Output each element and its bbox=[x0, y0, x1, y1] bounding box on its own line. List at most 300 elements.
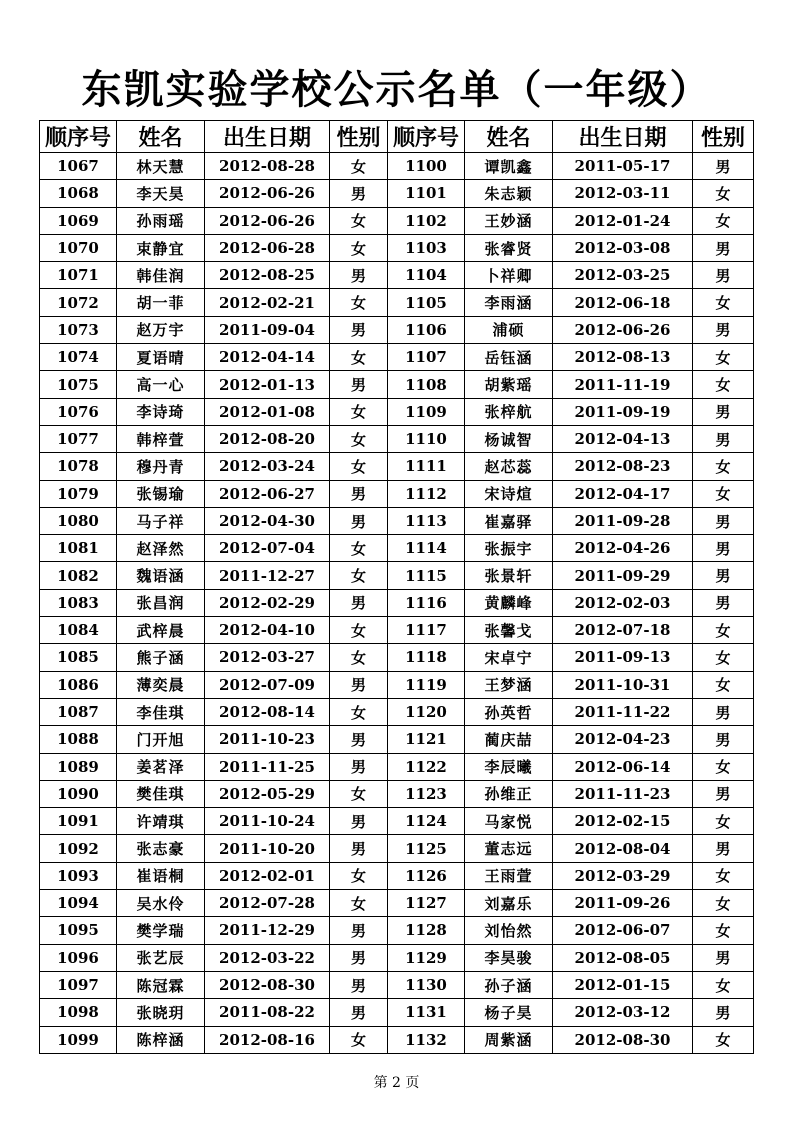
name-cell: 束静宜 bbox=[117, 234, 205, 261]
seq-cell: 1100 bbox=[388, 153, 465, 180]
name-cell: 李佳琪 bbox=[117, 698, 205, 725]
name-cell: 张昌润 bbox=[117, 589, 205, 616]
birthdate-cell: 2012-04-14 bbox=[205, 344, 330, 371]
gender-cell: 女 bbox=[693, 207, 754, 234]
name-cell: 胡一菲 bbox=[117, 289, 205, 316]
name-cell: 宋诗煊 bbox=[465, 480, 553, 507]
seq-cell: 1085 bbox=[40, 644, 117, 671]
birthdate-cell: 2012-05-29 bbox=[205, 780, 330, 807]
birthdate-cell: 2012-08-28 bbox=[205, 153, 330, 180]
name-cell: 朱志颖 bbox=[465, 180, 553, 207]
seq-cell: 1123 bbox=[388, 780, 465, 807]
gender-cell: 男 bbox=[693, 425, 754, 452]
table-row bbox=[40, 890, 754, 917]
seq-cell: 1082 bbox=[40, 562, 117, 589]
seq-cell: 1096 bbox=[40, 944, 117, 971]
name-cell: 武梓晨 bbox=[117, 617, 205, 644]
birthdate-cell: 2012-06-28 bbox=[205, 234, 330, 261]
name-cell: 谭凯鑫 bbox=[465, 153, 553, 180]
birthdate-cell: 2011-11-23 bbox=[553, 780, 693, 807]
gender-cell: 女 bbox=[330, 862, 388, 889]
birthdate-cell: 2012-04-23 bbox=[553, 726, 693, 753]
gender-cell: 女 bbox=[330, 398, 388, 425]
seq-cell: 1081 bbox=[40, 535, 117, 562]
header-name: 姓名 bbox=[465, 121, 553, 153]
seq-cell: 1075 bbox=[40, 371, 117, 398]
name-cell: 陈冠霖 bbox=[117, 971, 205, 998]
birthdate-cell: 2012-06-26 bbox=[205, 180, 330, 207]
name-cell: 孙雨瑶 bbox=[117, 207, 205, 234]
roster-body bbox=[40, 153, 754, 1054]
name-cell: 魏语涵 bbox=[117, 562, 205, 589]
birthdate-cell: 2012-01-15 bbox=[553, 971, 693, 998]
gender-cell: 男 bbox=[693, 944, 754, 971]
gender-cell: 女 bbox=[330, 289, 388, 316]
name-cell: 黄麟峰 bbox=[465, 589, 553, 616]
name-cell: 马家悦 bbox=[465, 808, 553, 835]
birthdate-cell: 2011-12-27 bbox=[205, 562, 330, 589]
gender-cell: 女 bbox=[330, 453, 388, 480]
birthdate-cell: 2012-06-18 bbox=[553, 289, 693, 316]
gender-cell: 女 bbox=[693, 644, 754, 671]
gender-cell: 女 bbox=[693, 808, 754, 835]
birthdate-cell: 2012-03-29 bbox=[553, 862, 693, 889]
table-row bbox=[40, 644, 754, 671]
table-row bbox=[40, 262, 754, 289]
seq-cell: 1070 bbox=[40, 234, 117, 261]
birthdate-cell: 2012-08-25 bbox=[205, 262, 330, 289]
birthdate-cell: 2012-08-30 bbox=[205, 971, 330, 998]
table-row bbox=[40, 180, 754, 207]
name-cell: 张志豪 bbox=[117, 835, 205, 862]
birthdate-cell: 2012-04-30 bbox=[205, 507, 330, 534]
seq-cell: 1111 bbox=[388, 453, 465, 480]
seq-cell: 1079 bbox=[40, 480, 117, 507]
birthdate-cell: 2012-04-26 bbox=[553, 535, 693, 562]
birthdate-cell: 2012-08-23 bbox=[553, 453, 693, 480]
birthdate-cell: 2012-08-04 bbox=[553, 835, 693, 862]
name-cell: 杨诚智 bbox=[465, 425, 553, 452]
name-cell: 王雨萱 bbox=[465, 862, 553, 889]
table-row bbox=[40, 753, 754, 780]
name-cell: 周紫涵 bbox=[465, 1026, 553, 1053]
birthdate-cell: 2012-02-03 bbox=[553, 589, 693, 616]
birthdate-cell: 2012-08-30 bbox=[553, 1026, 693, 1053]
seq-cell: 1098 bbox=[40, 999, 117, 1026]
table-row bbox=[40, 207, 754, 234]
birthdate-cell: 2011-10-31 bbox=[553, 671, 693, 698]
seq-cell: 1093 bbox=[40, 862, 117, 889]
seq-cell: 1073 bbox=[40, 316, 117, 343]
header-name: 姓名 bbox=[117, 121, 205, 153]
table-row bbox=[40, 944, 754, 971]
seq-cell: 1110 bbox=[388, 425, 465, 452]
birthdate-cell: 2012-03-27 bbox=[205, 644, 330, 671]
name-cell: 韩梓萱 bbox=[117, 425, 205, 452]
header-birthdate: 出生日期 bbox=[553, 121, 693, 153]
table-row bbox=[40, 971, 754, 998]
seq-cell: 1068 bbox=[40, 180, 117, 207]
name-cell: 许靖琪 bbox=[117, 808, 205, 835]
birthdate-cell: 2012-03-25 bbox=[553, 262, 693, 289]
table-row bbox=[40, 507, 754, 534]
table-row bbox=[40, 289, 754, 316]
table-row bbox=[40, 316, 754, 343]
birthdate-cell: 2012-02-01 bbox=[205, 862, 330, 889]
seq-cell: 1122 bbox=[388, 753, 465, 780]
gender-cell: 女 bbox=[330, 1026, 388, 1053]
birthdate-cell: 2012-03-08 bbox=[553, 234, 693, 261]
table-row bbox=[40, 808, 754, 835]
name-cell: 陈梓涵 bbox=[117, 1026, 205, 1053]
gender-cell: 女 bbox=[693, 753, 754, 780]
birthdate-cell: 2012-07-28 bbox=[205, 890, 330, 917]
table-row bbox=[40, 726, 754, 753]
gender-cell: 男 bbox=[330, 262, 388, 289]
seq-cell: 1078 bbox=[40, 453, 117, 480]
birthdate-cell: 2011-09-28 bbox=[553, 507, 693, 534]
seq-cell: 1080 bbox=[40, 507, 117, 534]
table-row bbox=[40, 862, 754, 889]
gender-cell: 女 bbox=[693, 671, 754, 698]
seq-cell: 1127 bbox=[388, 890, 465, 917]
name-cell: 胡紫瑶 bbox=[465, 371, 553, 398]
seq-cell: 1102 bbox=[388, 207, 465, 234]
seq-cell: 1117 bbox=[388, 617, 465, 644]
birthdate-cell: 2012-02-21 bbox=[205, 289, 330, 316]
table-row bbox=[40, 153, 754, 180]
name-cell: 赵万宇 bbox=[117, 316, 205, 343]
seq-cell: 1088 bbox=[40, 726, 117, 753]
seq-cell: 1116 bbox=[388, 589, 465, 616]
name-cell: 崔嘉驿 bbox=[465, 507, 553, 534]
gender-cell: 女 bbox=[693, 180, 754, 207]
birthdate-cell: 2011-08-22 bbox=[205, 999, 330, 1026]
seq-cell: 1120 bbox=[388, 698, 465, 725]
name-cell: 刘嘉乐 bbox=[465, 890, 553, 917]
birthdate-cell: 2011-10-23 bbox=[205, 726, 330, 753]
name-cell: 张梓航 bbox=[465, 398, 553, 425]
header-seq: 顺序号 bbox=[40, 121, 117, 153]
gender-cell: 男 bbox=[693, 398, 754, 425]
name-cell: 刘怡然 bbox=[465, 917, 553, 944]
birthdate-cell: 2011-09-26 bbox=[553, 890, 693, 917]
seq-cell: 1129 bbox=[388, 944, 465, 971]
gender-cell: 男 bbox=[330, 835, 388, 862]
seq-cell: 1130 bbox=[388, 971, 465, 998]
seq-cell: 1101 bbox=[388, 180, 465, 207]
gender-cell: 男 bbox=[693, 780, 754, 807]
seq-cell: 1071 bbox=[40, 262, 117, 289]
table-row bbox=[40, 835, 754, 862]
gender-cell: 男 bbox=[693, 507, 754, 534]
name-cell: 樊佳琪 bbox=[117, 780, 205, 807]
gender-cell: 女 bbox=[330, 344, 388, 371]
gender-cell: 女 bbox=[330, 562, 388, 589]
name-cell: 杨子昊 bbox=[465, 999, 553, 1026]
name-cell: 樊学瑞 bbox=[117, 917, 205, 944]
gender-cell: 男 bbox=[693, 589, 754, 616]
seq-cell: 1074 bbox=[40, 344, 117, 371]
name-cell: 韩佳润 bbox=[117, 262, 205, 289]
gender-cell: 男 bbox=[330, 316, 388, 343]
header-gender: 性别 bbox=[693, 121, 754, 153]
name-cell: 卜祥卿 bbox=[465, 262, 553, 289]
gender-cell: 男 bbox=[330, 180, 388, 207]
gender-cell: 男 bbox=[330, 589, 388, 616]
seq-cell: 1125 bbox=[388, 835, 465, 862]
name-cell: 孙子涵 bbox=[465, 971, 553, 998]
name-cell: 蔺庆喆 bbox=[465, 726, 553, 753]
seq-cell: 1072 bbox=[40, 289, 117, 316]
name-cell: 赵泽然 bbox=[117, 535, 205, 562]
name-cell: 张锡瑜 bbox=[117, 480, 205, 507]
gender-cell: 女 bbox=[330, 698, 388, 725]
birthdate-cell: 2012-01-24 bbox=[553, 207, 693, 234]
seq-cell: 1076 bbox=[40, 398, 117, 425]
table-row bbox=[40, 671, 754, 698]
name-cell: 董志远 bbox=[465, 835, 553, 862]
seq-cell: 1112 bbox=[388, 480, 465, 507]
table-row bbox=[40, 562, 754, 589]
gender-cell: 女 bbox=[330, 425, 388, 452]
seq-cell: 1109 bbox=[388, 398, 465, 425]
gender-cell: 男 bbox=[693, 698, 754, 725]
birthdate-cell: 2012-03-22 bbox=[205, 944, 330, 971]
name-cell: 林天慧 bbox=[117, 153, 205, 180]
seq-cell: 1090 bbox=[40, 780, 117, 807]
seq-cell: 1089 bbox=[40, 753, 117, 780]
gender-cell: 女 bbox=[693, 371, 754, 398]
gender-cell: 男 bbox=[330, 944, 388, 971]
seq-cell: 1113 bbox=[388, 507, 465, 534]
header-gender: 性别 bbox=[330, 121, 388, 153]
seq-cell: 1091 bbox=[40, 808, 117, 835]
birthdate-cell: 2012-03-24 bbox=[205, 453, 330, 480]
table-row bbox=[40, 1026, 754, 1053]
seq-cell: 1094 bbox=[40, 890, 117, 917]
name-cell: 张馨戈 bbox=[465, 617, 553, 644]
gender-cell: 女 bbox=[330, 207, 388, 234]
page-number: 第 2 页 bbox=[373, 1075, 420, 1091]
gender-cell: 男 bbox=[693, 999, 754, 1026]
name-cell: 张睿贤 bbox=[465, 234, 553, 261]
birthdate-cell: 2012-06-27 bbox=[205, 480, 330, 507]
birthdate-cell: 2011-11-22 bbox=[553, 698, 693, 725]
gender-cell: 男 bbox=[693, 262, 754, 289]
gender-cell: 男 bbox=[693, 562, 754, 589]
gender-cell: 男 bbox=[693, 153, 754, 180]
birthdate-cell: 2012-06-07 bbox=[553, 917, 693, 944]
document-title: 东凯实验学校公示名单（一年级） bbox=[81, 66, 712, 113]
birthdate-cell: 2012-04-13 bbox=[553, 425, 693, 452]
seq-cell: 1084 bbox=[40, 617, 117, 644]
name-cell: 李诗琦 bbox=[117, 398, 205, 425]
birthdate-cell: 2012-08-05 bbox=[553, 944, 693, 971]
birthdate-cell: 2011-10-24 bbox=[205, 808, 330, 835]
table-row bbox=[40, 698, 754, 725]
table-row bbox=[40, 480, 754, 507]
gender-cell: 男 bbox=[693, 835, 754, 862]
gender-cell: 女 bbox=[693, 917, 754, 944]
name-cell: 岳钰涵 bbox=[465, 344, 553, 371]
birthdate-cell: 2011-11-19 bbox=[553, 371, 693, 398]
header-birthdate: 出生日期 bbox=[205, 121, 330, 153]
seq-cell: 1106 bbox=[388, 316, 465, 343]
gender-cell: 女 bbox=[330, 890, 388, 917]
birthdate-cell: 2012-01-08 bbox=[205, 398, 330, 425]
birthdate-cell: 2011-09-04 bbox=[205, 316, 330, 343]
gender-cell: 女 bbox=[693, 453, 754, 480]
birthdate-cell: 2012-07-18 bbox=[553, 617, 693, 644]
birthdate-cell: 2012-07-04 bbox=[205, 535, 330, 562]
gender-cell: 男 bbox=[330, 371, 388, 398]
gender-cell: 女 bbox=[330, 780, 388, 807]
seq-cell: 1121 bbox=[388, 726, 465, 753]
seq-cell: 1077 bbox=[40, 425, 117, 452]
birthdate-cell: 2012-08-14 bbox=[205, 698, 330, 725]
seq-cell: 1132 bbox=[388, 1026, 465, 1053]
name-cell: 张振宇 bbox=[465, 535, 553, 562]
table-row bbox=[40, 589, 754, 616]
birthdate-cell: 2011-11-25 bbox=[205, 753, 330, 780]
gender-cell: 男 bbox=[693, 726, 754, 753]
birthdate-cell: 2011-12-29 bbox=[205, 917, 330, 944]
birthdate-cell: 2012-01-13 bbox=[205, 371, 330, 398]
birthdate-cell: 2012-06-14 bbox=[553, 753, 693, 780]
birthdate-cell: 2011-10-20 bbox=[205, 835, 330, 862]
gender-cell: 女 bbox=[693, 862, 754, 889]
gender-cell: 女 bbox=[693, 289, 754, 316]
seq-cell: 1103 bbox=[388, 234, 465, 261]
name-cell: 熊子涵 bbox=[117, 644, 205, 671]
table-row bbox=[40, 453, 754, 480]
birthdate-cell: 2011-05-17 bbox=[553, 153, 693, 180]
seq-cell: 1128 bbox=[388, 917, 465, 944]
name-cell: 崔语桐 bbox=[117, 862, 205, 889]
table-row bbox=[40, 344, 754, 371]
birthdate-cell: 2012-03-11 bbox=[553, 180, 693, 207]
seq-cell: 1087 bbox=[40, 698, 117, 725]
gender-cell: 男 bbox=[330, 507, 388, 534]
seq-cell: 1114 bbox=[388, 535, 465, 562]
table-row bbox=[40, 999, 754, 1026]
birthdate-cell: 2012-06-26 bbox=[205, 207, 330, 234]
table-row bbox=[40, 535, 754, 562]
seq-cell: 1105 bbox=[388, 289, 465, 316]
gender-cell: 女 bbox=[693, 890, 754, 917]
gender-cell: 女 bbox=[693, 1026, 754, 1053]
seq-cell: 1099 bbox=[40, 1026, 117, 1053]
seq-cell: 1069 bbox=[40, 207, 117, 234]
birthdate-cell: 2012-06-26 bbox=[553, 316, 693, 343]
name-cell: 高一心 bbox=[117, 371, 205, 398]
name-cell: 孙维正 bbox=[465, 780, 553, 807]
birthdate-cell: 2012-07-09 bbox=[205, 671, 330, 698]
gender-cell: 女 bbox=[330, 153, 388, 180]
birthdate-cell: 2012-08-20 bbox=[205, 425, 330, 452]
birthdate-cell: 2012-03-12 bbox=[553, 999, 693, 1026]
roster-table bbox=[39, 120, 754, 1054]
gender-cell: 女 bbox=[330, 617, 388, 644]
birthdate-cell: 2012-02-15 bbox=[553, 808, 693, 835]
name-cell: 赵芯蕊 bbox=[465, 453, 553, 480]
name-cell: 张艺辰 bbox=[117, 944, 205, 971]
table-row bbox=[40, 398, 754, 425]
gender-cell: 男 bbox=[693, 535, 754, 562]
table-row bbox=[40, 425, 754, 452]
name-cell: 门开旭 bbox=[117, 726, 205, 753]
header-seq: 顺序号 bbox=[388, 121, 465, 153]
table-row bbox=[40, 371, 754, 398]
name-cell: 李雨涵 bbox=[465, 289, 553, 316]
gender-cell: 男 bbox=[330, 480, 388, 507]
name-cell: 马子祥 bbox=[117, 507, 205, 534]
name-cell: 宋卓宁 bbox=[465, 644, 553, 671]
gender-cell: 男 bbox=[330, 971, 388, 998]
name-cell: 薄奕晨 bbox=[117, 671, 205, 698]
birthdate-cell: 2012-04-10 bbox=[205, 617, 330, 644]
birthdate-cell: 2011-09-13 bbox=[553, 644, 693, 671]
table-row bbox=[40, 617, 754, 644]
birthdate-cell: 2011-09-19 bbox=[553, 398, 693, 425]
name-cell: 浦硕 bbox=[465, 316, 553, 343]
gender-cell: 男 bbox=[693, 316, 754, 343]
name-cell: 姜茗泽 bbox=[117, 753, 205, 780]
seq-cell: 1097 bbox=[40, 971, 117, 998]
gender-cell: 女 bbox=[330, 644, 388, 671]
header-row bbox=[40, 121, 754, 153]
birthdate-cell: 2012-08-16 bbox=[205, 1026, 330, 1053]
gender-cell: 女 bbox=[693, 617, 754, 644]
seq-cell: 1115 bbox=[388, 562, 465, 589]
birthdate-cell: 2012-04-17 bbox=[553, 480, 693, 507]
seq-cell: 1095 bbox=[40, 917, 117, 944]
name-cell: 李天昊 bbox=[117, 180, 205, 207]
name-cell: 张景轩 bbox=[465, 562, 553, 589]
gender-cell: 男 bbox=[330, 808, 388, 835]
seq-cell: 1119 bbox=[388, 671, 465, 698]
birthdate-cell: 2011-09-29 bbox=[553, 562, 693, 589]
gender-cell: 女 bbox=[693, 971, 754, 998]
seq-cell: 1107 bbox=[388, 344, 465, 371]
table-row bbox=[40, 234, 754, 261]
gender-cell: 男 bbox=[693, 234, 754, 261]
name-cell: 李辰曦 bbox=[465, 753, 553, 780]
gender-cell: 男 bbox=[330, 999, 388, 1026]
gender-cell: 女 bbox=[693, 480, 754, 507]
seq-cell: 1118 bbox=[388, 644, 465, 671]
gender-cell: 男 bbox=[330, 917, 388, 944]
birthdate-cell: 2012-02-29 bbox=[205, 589, 330, 616]
gender-cell: 女 bbox=[330, 234, 388, 261]
name-cell: 孙英哲 bbox=[465, 698, 553, 725]
table-row bbox=[40, 780, 754, 807]
seq-cell: 1086 bbox=[40, 671, 117, 698]
seq-cell: 1126 bbox=[388, 862, 465, 889]
name-cell: 王妙涵 bbox=[465, 207, 553, 234]
name-cell: 穆丹青 bbox=[117, 453, 205, 480]
seq-cell: 1131 bbox=[388, 999, 465, 1026]
name-cell: 王梦涵 bbox=[465, 671, 553, 698]
seq-cell: 1067 bbox=[40, 153, 117, 180]
name-cell: 张晓玥 bbox=[117, 999, 205, 1026]
gender-cell: 女 bbox=[330, 535, 388, 562]
gender-cell: 男 bbox=[330, 753, 388, 780]
name-cell: 吴水伶 bbox=[117, 890, 205, 917]
birthdate-cell: 2012-08-13 bbox=[553, 344, 693, 371]
name-cell: 夏语晴 bbox=[117, 344, 205, 371]
